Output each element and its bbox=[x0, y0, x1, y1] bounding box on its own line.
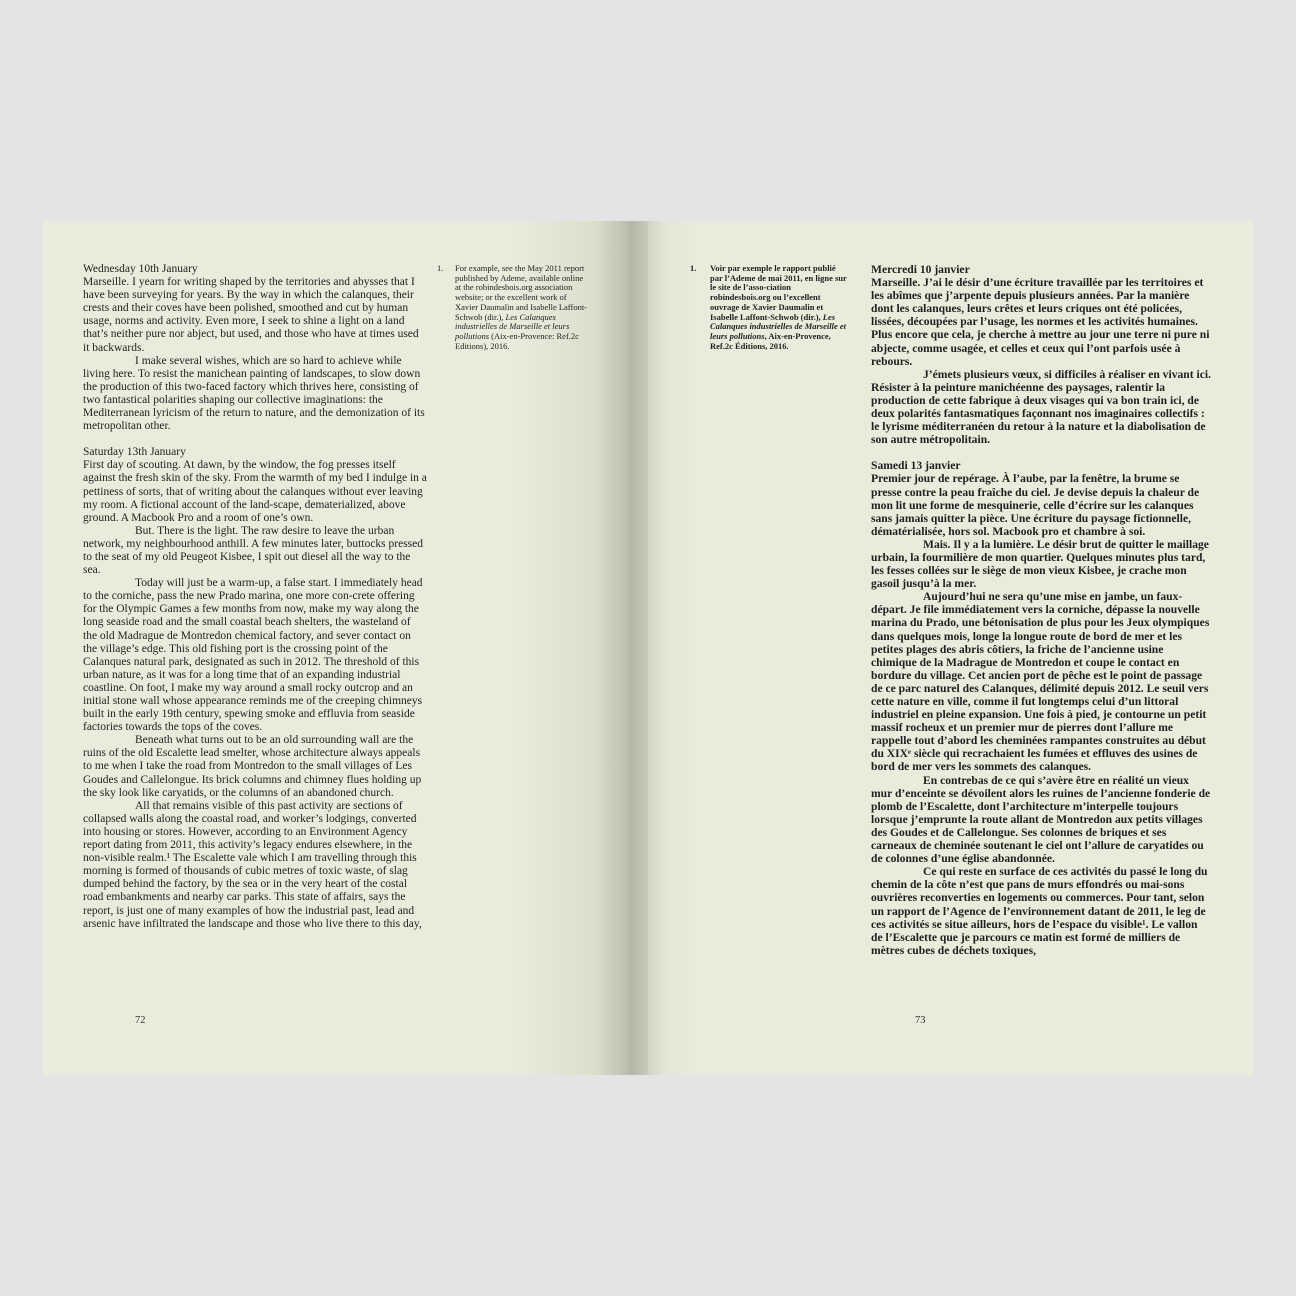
left-paragraph: All that remains visible of this past activity are sections of collapsed walls along the coastal road, and worker’s lodgings, converted into housing or stores. However, according to an Environment Agency report dating from 2011, this activity’s legacy endures elsewhere, in the non-visible realm.¹ The Escalette vale which I am travelling through this morning is formed of thousands of cubic metres of toxic waste, of slag dumped behind the factory, by the sea or in the very heart of the costal road embankments and nearby car parks. This state of affairs, says the report, is just one of many examples of how the industrial past, lead and arsenic have infiltrated the landscape and those who live there to this day, bbox=[83, 799, 422, 930]
right-paragraph: Aujourd’hui ne sera qu’une mise en jambe, un faux-départ. Je file immédiatement vers la corniche, dépasse la nouvelle marina du Prado, une bétonisation de plus pour les Jeux olympiques dans quelques mois, longe la longue route de bord de mer et les petites plages des abris côtiers, la friche de l’ancienne usine chimique de la Madrague de Montredon et coupe le contact en bordure du village. Cet ancien port de pêche est le point de passage de ce parc naturel des Calanques, délimité depuis 2012. Le seuil vers cette nature en ville, comme il fut longtemps celui d’un littoral industriel en pleine expansion. Une fois à pied, je contourne un petit massif rocheux et un premier mur de pierres dont l’allure me rappelle tout d’abord les cheminées rampantes construites au début du XIXᵉ siècle qui recrachaient les fumées et effluves des usines de bord de mer vers les sommets des calanques. bbox=[871, 590, 1210, 774]
left-paragraph: Beneath what turns out to be an old surrounding wall are the ruins of the old Escalette lead smelter, whose architecture always appeals to me when I take the road from Montredon to the small villages of Les Goudes and Callelongue. Its brick columns and chimney flues holding up the sky look like caryatids, or the columns of an abandoned church. bbox=[83, 734, 422, 799]
right-section-2 bbox=[871, 459, 1211, 957]
right-footnote-number: 1. bbox=[690, 263, 697, 273]
left-footnote-text-end: (Aix-en-Provence: Ref.2c Editions), 2016. bbox=[455, 330, 579, 351]
left-section-2 bbox=[83, 446, 427, 930]
left-section-1 bbox=[83, 263, 427, 433]
book-spread bbox=[43, 221, 1253, 1075]
left-section-2-heading: Saturday 13th January bbox=[83, 446, 186, 459]
left-footnote-title: Les Calanques industrielles de Marseille et leurs pollutions bbox=[455, 311, 570, 341]
right-paragraph: Mais. Il y a la lumière. Le désir brut de quitter le maillage urbain, la fourmilière de mon quartier. Quelques minutes plus tard, les fesses collées sur le siège de mon vieux Kisbee, je crache mon gasoil jusqu’à la mer. bbox=[871, 537, 1209, 591]
left-paragraph: I make several wishes, which are so hard to achieve while living here. To resist the manichean painting of landscapes, to slow down the production of this two-faced factory which thrives here, consisting of two fantastical polarities shaping our collective imaginations: the Mediterranean lyricism of the return to nature, and the demonization of its metropolitan other. bbox=[83, 354, 425, 433]
right-page bbox=[648, 221, 1253, 1075]
left-footnote-number: 1. bbox=[437, 263, 444, 273]
right-footnote-text: Voir par exemple le rapport publié par l’Ademe de mai 2011, en ligne sur le site de l’asso-ciation robindesbois.org ou l’excellent ouvrage de Xavier Daumalin et Isabelle Laffont-Schwob (dir.), bbox=[710, 263, 847, 322]
right-section-1-heading: Mercredi 10 janvier bbox=[871, 263, 970, 276]
right-footnote-body bbox=[710, 264, 850, 351]
right-footnote-text-end: , Aix-en-Provence, Ref.2c Éditions, 2016. bbox=[710, 330, 831, 351]
left-footnote-body bbox=[455, 264, 590, 351]
left-footnote-text: For example, see the May 2011 report published by Ademe, available online at the robindesbois.org association website; or the excellent work of Xavier Daumalin and Isabelle Laffont-Schwob (dir.), bbox=[455, 263, 588, 322]
right-section-1 bbox=[871, 263, 1211, 446]
left-main-text bbox=[83, 263, 427, 944]
right-main-text bbox=[871, 263, 1211, 970]
book-gutter bbox=[629, 221, 648, 1075]
left-paragraph: But. There is the light. The raw desire to leave the urban network, my neighbourhood anthill. A few minutes later, buttocks pressed to the seat of my old Peugeot Kisbee, I spit out diesel all the way to the sea. bbox=[83, 524, 424, 577]
right-paragraph: En contrebas de ce qui s’avère être en réalité un vieux mur d’enceinte se dévoilent alors les ruines de l’ancienne fonderie de plomb de l’Escalette, dont l’architecture m’interpelle toujours lorsque j’emprunte la route allant de Montredon aux petits villages des Goudes et de Callelongue. Ses colonnes de briques et ses carneaux de cheminée soutenant le ciel ont l’allure de caryatides ou de colonnes d’une église abandonnée. bbox=[871, 773, 1211, 866]
right-paragraph: J’émets plusieurs vœux, si difficiles à réaliser en vivant ici. Résister à la peinture manichéenne des paysages, ralentir la production de cette fabrique à deux visages qui va bon train ici, de deux polarités fantasmatiques façonnant nos imaginaires collectifs : le lyrisme méditerranéen du retour à la nature et la diabolisation de son autre métropolitain. bbox=[871, 367, 1211, 447]
right-page-number: 73 bbox=[915, 1015, 926, 1026]
left-page bbox=[43, 221, 629, 1075]
right-paragraph: Marseille. J’ai le désir d’une écriture travaillée par les territoires et les abîmes que j’arpente depuis plusieurs années. Par la manière dont les calanques, leurs crêtes et leurs criques ont été policées, lissées, découpées par l’usage, les normes et les activités humaines. Plus encore que cela, je cherche à mettre au jour une terre ni pure ni abjecte, comme usagée, et celles et ceux qui l’ont parfois usée à rebours. bbox=[871, 276, 1210, 368]
right-paragraph: Ce qui reste en surface de ces activités du passé le long du chemin de la côte n’est que pans de murs effondrés ou mai-sons ouvrières reconverties en logements ou commerces. Pour tant, selon un rapport de l’Agence de l’environnement datant de 2011, le leg de ces activités se situe ailleurs, hors de l’espace du visible¹. Le vallon de l’Escalette que je parcours ce matin est formé de milliers de mètres cubes de déchets toxiques, bbox=[871, 865, 1208, 957]
left-paragraph: Today will just be a warm-up, a false start. I immediately head to the corniche, pass the new Prado marina, one more con-crete offering for the Olympic Games a few months from now, make my way along the long seaside road and the small coastal beach shelters, the wasteland of the old Madrague de Montredon chemical factory, and sever contact on the village’s edge. This old fishing port is the crossing point of the Calanques natural park, designated as such in 2012. The threshold of this urban nature, as it was for a long time that of an expanding industrial coastline. On foot, I make my way around a small rocky outcrop and an initial stone wall whose appearance reminds me of the creeping chimneys built in the early 19th century, spewing smoke and effluvia from seaside factories towards the tops of the coves. bbox=[83, 577, 423, 734]
right-footnote bbox=[690, 264, 850, 351]
left-paragraph: First day of scouting. At dawn, by the window, the fog presses itself against the fresh skin of the sky. From the warmth of my bed I indulge in a pettiness of sorts, that of writing about the calanques without ever leaving my room. A fictional account of the land-scape, dematerialized, above ground. A Macbook Pro and a room of one’s own. bbox=[83, 459, 427, 524]
right-section-2-heading: Samedi 13 janvier bbox=[871, 459, 961, 473]
right-paragraph: Premier jour de repérage. À l’aube, par la fenêtre, la brume se presse contre la peau fraîche du ciel. Je devise depuis la chaleur de mon lit une forme de mesquinerie, celle d’écrire sur les calanques sans jamais quitter la pièce. Une écriture du paysage fictionnelle, dématérialisée, hors sol. Macbook pro et chambre à soi. bbox=[871, 472, 1200, 538]
left-section-1-heading: Wednesday 10th January bbox=[83, 263, 198, 275]
left-footnote bbox=[437, 263, 590, 351]
left-paragraph: Marseille. I yearn for writing shaped by the territories and abysses that I have been surveying for years. By the way in which the calanques, their crests and their coves have been polished, smoothed and cut by human usage, norms and activity. Even more, I seek to shine a light on a land that’s neither pure nor abject, but used, and those who have at times used it backwards. bbox=[83, 276, 419, 354]
left-page-number: 72 bbox=[135, 1015, 146, 1026]
right-footnote-title: Les Calanques industrielles de Marseille et leurs pollutions bbox=[710, 311, 847, 341]
